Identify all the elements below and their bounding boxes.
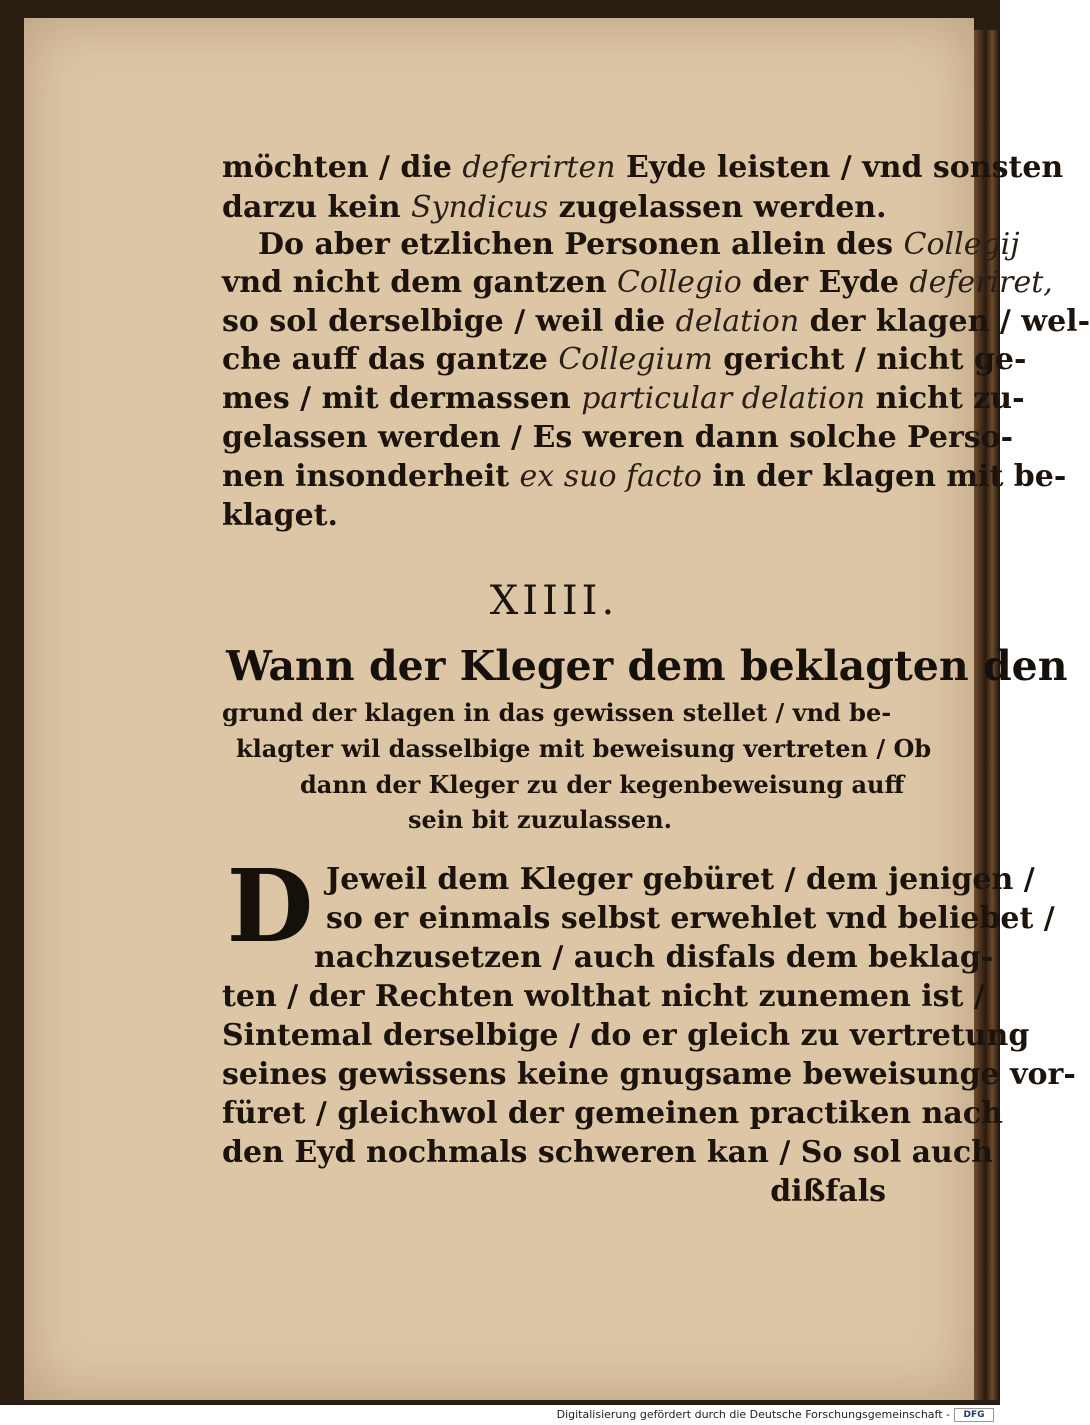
text-line: nachzusetzen / auch disfals dem beklag- [314,940,994,975]
catchword: dißfals [770,1174,886,1209]
text-line: Do aber etzlichen Personen allein des Collegij [258,227,1020,262]
section-subtitle-line: dann der Kleger zu der kegenbeweisung auff [300,770,905,799]
footer-bar [0,1405,1000,1425]
text-line: che auff das gantze Collegium gericht / nicht ge- [222,342,1027,377]
text-line: klaget. [222,498,338,533]
section-title: Wann der Kleger dem beklagten den [226,642,1068,690]
text-line: so er einmals selbst erwehlet vnd beliebet / [326,901,1055,936]
text-line: nen insonderheit ex suo facto in der klagen mit be- [222,459,1067,494]
dfg-logo: DFG [954,1408,994,1422]
text-line: Sintemal derselbige / do er gleich zu vertretung [222,1018,1030,1053]
section-number: XIIII. [489,578,619,624]
text-line: möchten / die deferirten Eyde leisten / vnd sonsten [222,150,1064,185]
text-line: ten / der Rechten wolthat nicht zunemen ist / [222,979,985,1014]
text-line: vnd nicht dem gantzen Collegio der Eyde deferiret, [222,265,1053,300]
text-line: füret / gleichwol der gemeinen practiken nach [222,1096,1003,1131]
section-subtitle-line: klagter wil dasselbige mit beweisung vertreten / Ob [236,734,932,763]
section-subtitle-line: grund der klagen in das gewissen stellet / vnd be- [222,698,892,727]
decorated-initial: D [226,847,314,965]
text-line: seines gewissens keine gnugsame beweisunge vor- [222,1057,1076,1092]
text-line: den Eyd nochmals schweren kan / So sol auch [222,1135,993,1170]
text-line: gelassen werden / Es weren dann solche Perso- [222,420,1014,455]
section-subtitle-line: sein bit zuzulassen. [408,805,672,834]
footer-credit: Digitalisierung gefördert durch die Deutsche Forschungsgemeinschaft - [556,1408,950,1421]
text-line: so sol derselbige / weil die delation der klagen / wel- [222,304,1090,339]
text-line: Jeweil dem Kleger gebüret / dem jenigen / [326,862,1035,897]
text-line: darzu kein Syndicus zugelassen werden. [222,190,887,225]
text-line: mes / mit dermassen particular delation nicht zu- [222,381,1025,416]
